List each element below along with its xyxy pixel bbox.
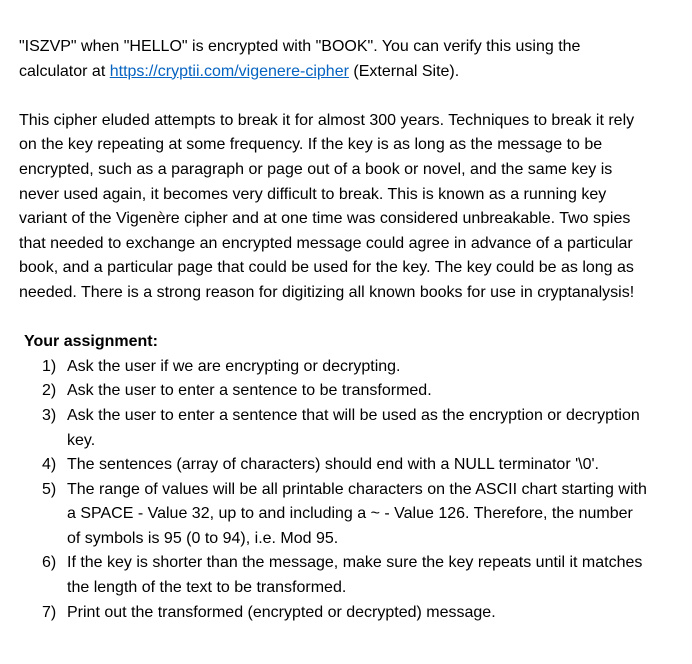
assignment-heading: Your assignment: [24,333,158,351]
list-item-text: The sentences (array of characters) should end with a NULL terminator '\0'. [67,456,599,474]
list-item [19,355,649,380]
list-item-number: 4) [42,456,57,474]
list-item-number: 7) [42,603,57,621]
intro-paragraph [19,35,649,84]
list-item-number: 3) [42,406,57,424]
list-item-text: Ask the user if we are encrypting or decrypting. [67,357,401,375]
list-item [19,453,649,478]
list-item-text: The range of values will be all printable characters on the ASCII chart starting with a SPACE - Value 32, up to and including a ~ - Value 126. Therefore, the number of symbols is 95 (0 to 94), i.e. Mod 95. [67,480,647,547]
list-item [19,379,649,404]
list-item-number: 5) [42,480,57,498]
list-item-number: 2) [42,382,57,400]
list-item-text: If the key is shorter than the message, make sure the key repeats until it matches the length of the text to be transformed. [67,554,643,597]
list-item-number: 1) [42,357,57,375]
list-item [19,478,649,552]
cryptii-link[interactable]: https://cryptii.com/vigenere-cipher [109,62,349,80]
list-item-number: 6) [42,554,57,572]
list-item [19,601,649,626]
intro-text-before-link: "ISZVP" when "HELLO" is encrypted with "BOOK". You can verify this using the calculator at [19,38,581,80]
intro-text-after-link: (External Site). [348,62,460,80]
history-paragraph: This cipher eluded attempts to break it for almost 300 years. Techniques to break it rely on the key repeating at some frequency. If the key is as long as the message to be encrypted, such as a paragraph or page out of a book or novel, and the same key is never used again, it becomes very difficult to break. This is known as a running key variant of the Vigenère cipher and at one time was considered unbreakable. Two spies that needed to exchange an encrypted message could agree in advance of a particular book, and a particular page that could be used for the key. The key could be as long as needed. There is a strong reason for digitizing all known books for use in cryptanalysis! [19,111,635,301]
list-item-text: Print out the transformed (encrypted or decrypted) message. [67,603,496,621]
list-item-text: Ask the user to enter a sentence that will be used as the encryption or decryption key. [67,406,640,449]
list-item [19,551,649,600]
list-item-text: Ask the user to enter a sentence to be transformed. [67,382,432,400]
document-body [19,35,649,625]
assignment-list [19,355,649,626]
list-item [19,404,649,453]
